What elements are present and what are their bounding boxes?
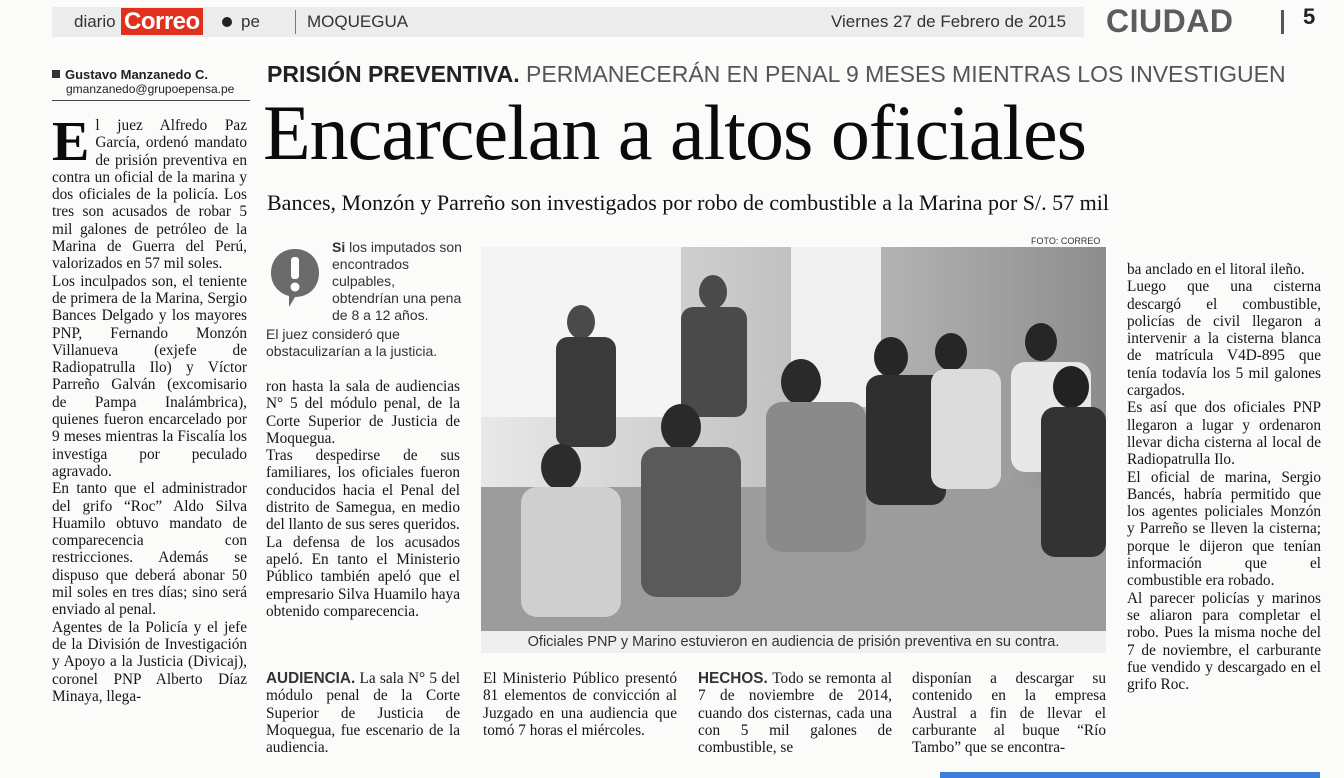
paragraph: l juez Alfredo Paz García, ordenó mandato de prisión preventiva en contra un oficial de la marina y dos oficiales de la policía. Los tres son acusados de robar 5 mil galones de petróleo de la Marina de Guerra del Perú, valorizados en 57 mil soles. [52,117,247,273]
paragraph: Es así que dos oficiales PNP llegaron a lugar y ordenaron llevar dicha cisterna al local de Radiopatrulla Ilo. [1127,399,1321,469]
headline: Encarcelan a altos oficiales [263,89,1087,176]
header-city: MOQUEGUA [307,12,409,31]
header-tld: pe [241,12,260,31]
photo-credit: FOTO: CORREO [1031,236,1101,246]
paragraph: Agentes de la Policía y el jefe de la División de Investigación y Apoyo a la Justicia (Divicaj), coronel PNP Alberto Díaz Minaya, llega- [52,618,247,705]
kicker-label: PRISIÓN PREVENTIVA. [267,61,520,87]
callout-text-2: El juez consideró que obstaculizarían a la justicia. [266,326,438,359]
paragraph: El Ministerio Público presentó 81 elementos de convicción al Juzgado en una audiencia que tomó 7 horas el miércoles. [483,670,677,739]
byline-author: Gustavo Manzanedo C. [65,67,209,82]
paragraph: La sala N° 5 del módulo penal de la Corte Superior de Justicia de Moquegua, fue escenario de la audiencia. [266,670,460,757]
paragraph: Luego que una cisterna descargó el combustible, policías de civil llegaron a intervenir a la cisterna blanca de matrícula V4D-895 que tenía todavía los 5 mil galones cargados. [1127,278,1321,400]
run-in-label: HECHOS. [698,670,768,687]
paragraph: Los inculpados son, el teniente de primera de la Marina, Sergio Bances Delgado y los mayores PNP, Fernando Monzón Villanueva (exjefe de Radiopatrulla Ilo) y Víctor Parreño Galván (excomisario de Pampa Inalámbrica), quienes fueron encarcelado por 9 meses mientras la Fiscalía los investiga por peculado agravado. [52,272,247,480]
paragraph: disponían a descargar su contenido en la empresa Austral a fin de llevar el carburante al buque “Río Tambo” que se encontra- [912,670,1106,757]
section-divider [1281,10,1284,34]
article-column-1 [52,111,247,705]
paragraph: ba anclado en el litoral ileño. [1127,261,1305,278]
deck: Bances, Monzón y Parreño son investigados por robo de combustible a la Marina por S/. 57 mil [267,190,1109,215]
logo-dot [222,17,232,27]
paragraph: Al parecer policías y marinos se aliaron para completar el robo. Pues la misma noche del 7 de noviembre, el carburante fue vendido y descargado en el grifo Roc. [1127,589,1321,694]
byline-bullet [52,70,60,78]
drop-cap: E [52,111,90,173]
header-diario-label: diario [74,12,116,31]
article-column-2 [266,378,460,620]
paragraph: Tras despedirse de sus familiares, los oficiales fueron conducidos hacia el Penal del distrito de Samegua, en medio del llanto de sus seres queridos. [266,447,460,534]
page-number: 5 [1303,4,1316,29]
paragraph: La defensa de los acusados apeló. En tanto el Ministerio Público también apeló que el empresario Silva Huamilo haya obtenido comparecencia. [266,533,460,620]
article-column-6 [1127,261,1321,693]
article-column-2b [266,670,460,756]
callout-text [332,239,462,324]
kicker-text: PERMANECERÁN EN PENAL 9 MESES MIENTRAS LOS INVESTIGUEN [526,61,1286,87]
article-column-5 [912,670,1106,756]
paragraph: ron hasta la sala de audiencias N° 5 del módulo penal, de la Corte Superior de Justicia de Moquegua. [266,378,460,447]
exclamation-icon [269,247,321,309]
callout-body: los imputados son encontrados culpables, obtendrían una pena de 8 a 12 años. [332,239,462,323]
bottom-accent-bar [940,772,1320,778]
run-in-label: AUDIENCIA. [266,670,356,687]
byline-email: gmanzanedo@grupoepensa.pe [66,82,235,96]
byline-rule [52,100,250,101]
paragraph: En tanto que el administrador del grifo “Roc” Aldo Silva Huamilo obtuvo mandato de comparecencia con restricciones. Además se dispuso que deberá abonar 50 mil soles en tres días; sino será enviado al penal. [52,480,247,619]
article-column-4 [698,670,892,756]
kicker [267,61,1286,88]
brand-logo: Correo [121,8,203,35]
callout-lead: Si [332,239,346,255]
header-divider [295,10,296,34]
article-column-3 [483,670,677,739]
section-title: CIUDAD [1106,3,1234,39]
header-date: Viernes 27 de Febrero de 2015 [831,12,1067,31]
photo-caption: Oficiales PNP y Marino estuvieron en audiencia de prisión preventiva en su contra. [481,631,1106,653]
paragraph: Todo se remonta al 7 de noviembre de 2014, cuando dos cisternas, cada una con 5 mil galones de combustible, se [698,670,892,757]
paragraph: El oficial de marina, Sergio Bancés, habría permitido que los agentes policiales Monzón y Parreño se lleven la cisterna; porque le dijeron que tenían información que el combustible era robado. [1127,468,1321,590]
news-photo [481,247,1106,631]
